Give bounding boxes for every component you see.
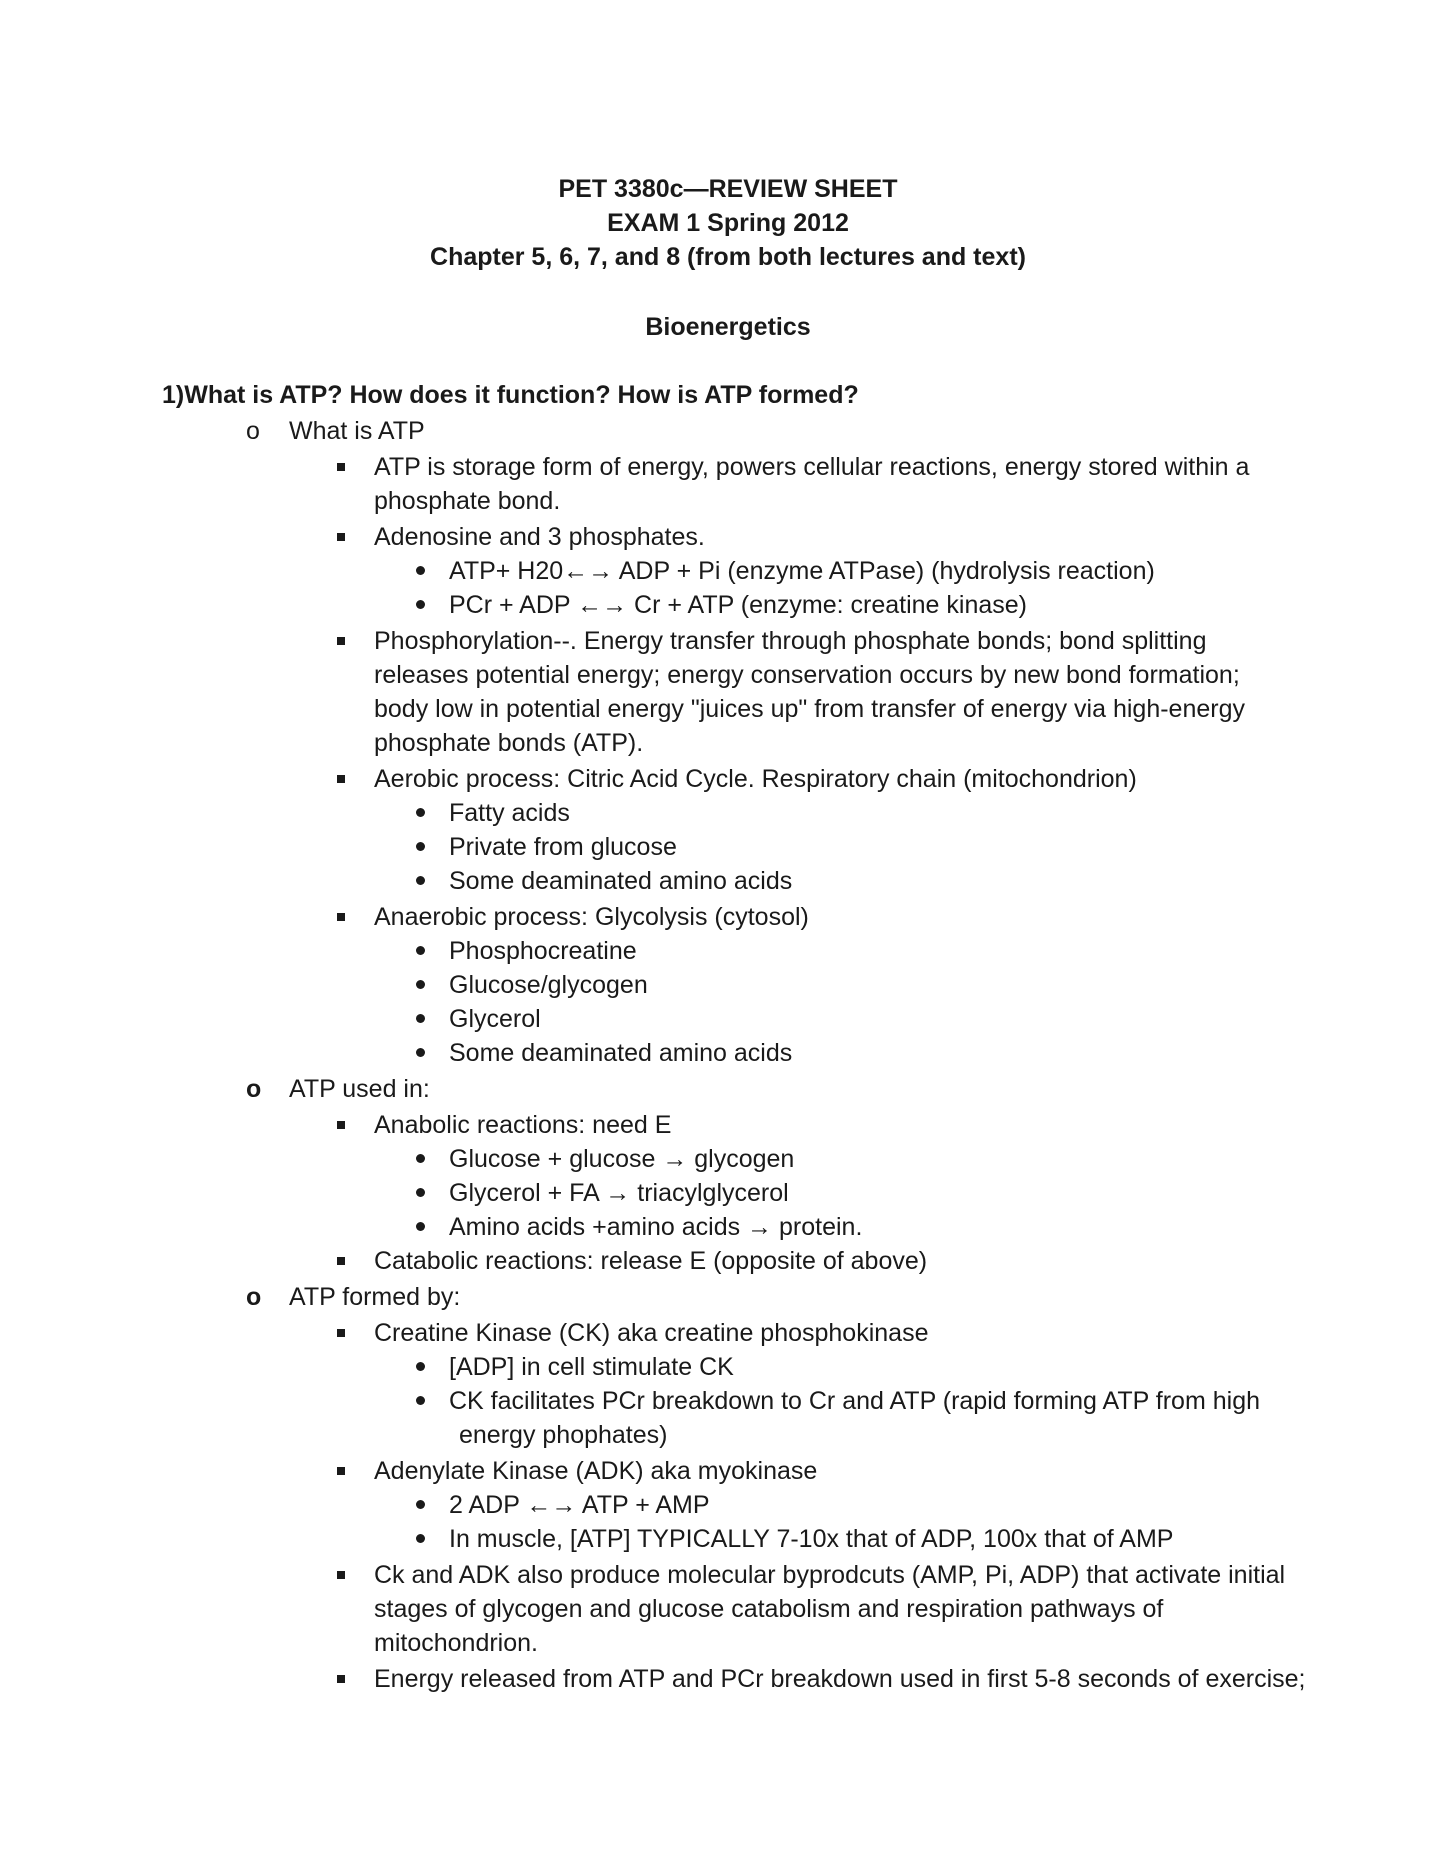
subheading-atp-formed-by: ATP formed by: [289,1283,461,1311]
square-bullet [337,1121,345,1129]
square-bullet [337,1675,345,1683]
subheading-atp-used-in: ATP used in: [289,1075,430,1103]
list-item: PCr + ADP ←→ Cr + ATP (enzyme: creatine kinase) [449,591,1027,619]
list-item: Fatty acids [449,799,570,827]
round-bullet [416,600,425,609]
list-item: Anabolic reactions: need E [374,1111,672,1139]
subheading-what-is-atp: What is ATP [289,417,425,445]
square-bullet [337,1467,345,1475]
outline-marker: o [246,417,260,445]
square-bullet [337,913,345,921]
round-bullet [416,808,425,817]
outline-marker: o [246,1283,262,1311]
round-bullet [416,1362,425,1371]
doc-title: PET 3380c—REVIEW SHEET [558,175,898,203]
round-bullet [416,946,425,955]
list-item: Amino acids +amino acids → protein. [449,1213,863,1241]
list-item: ATP+ H20←→ ADP + Pi (enzyme ATPase) (hydrolysis reaction) [449,557,1155,585]
list-item: Ck and ADK also produce molecular byprodcuts (AMP, Pi, ADP) that activate initial [374,1561,1286,1589]
square-bullet [337,775,345,783]
round-bullet [416,1014,425,1023]
list-item: Aerobic process: Citric Acid Cycle. Respiratory chain (mitochondrion) [374,765,1137,793]
list-item: Glycerol + FA → triacylglycerol [449,1179,789,1207]
question-heading: 1)What is ATP? How does it function? How is ATP formed? [162,381,859,409]
square-bullet [337,463,345,471]
list-item: Glucose/glycogen [449,971,648,999]
list-item: Anaerobic process: Glycolysis (cytosol) [374,903,809,931]
list-item: Adenylate Kinase (ADK) aka myokinase [374,1457,818,1485]
chapters-subtitle: Chapter 5, 6, 7, and 8 (from both lectures and text) [430,243,1026,271]
list-item: Adenosine and 3 phosphates. [374,523,705,551]
round-bullet [416,1188,425,1197]
list-item: Phosphocreatine [449,937,637,965]
square-bullet [337,637,345,645]
list-item-continuation: body low in potential energy "juices up" from transfer of energy via high-energy [374,695,1245,723]
round-bullet [416,1534,425,1543]
list-item: Creatine Kinase (CK) aka creatine phosphokinase [374,1319,929,1347]
list-item: ATP is storage form of energy, powers cellular reactions, energy stored within a [374,453,1250,481]
list-item: CK facilitates PCr breakdown to Cr and ATP (rapid forming ATP from high [449,1387,1260,1415]
round-bullet [416,1048,425,1057]
round-bullet [416,842,425,851]
square-bullet [337,1257,345,1265]
square-bullet [337,1329,345,1337]
list-item-continuation: stages of glycogen and glucose catabolism and respiration pathways of [374,1595,1164,1623]
list-item-continuation: phosphate bonds (ATP). [374,729,644,757]
round-bullet [416,1154,425,1163]
list-item: Phosphorylation--. Energy transfer through phosphate bonds; bond splitting [374,627,1207,655]
round-bullet [416,1222,425,1231]
list-item-continuation: releases potential energy; energy conservation occurs by new bond formation; [374,661,1240,689]
round-bullet [416,566,425,575]
exam-subtitle: EXAM 1 Spring 2012 [607,209,849,237]
square-bullet [337,1571,345,1579]
list-item-continuation: energy phophates) [459,1421,668,1449]
section-heading: Bioenergetics [645,313,811,341]
list-item: Glucose + glucose → glycogen [449,1145,795,1173]
round-bullet [416,980,425,989]
list-item: Some deaminated amino acids [449,1039,793,1067]
list-item: In muscle, [ATP] TYPICALLY 7-10x that of ADP, 100x that of AMP [449,1525,1174,1553]
round-bullet [416,1396,425,1405]
list-item: [ADP] in cell stimulate CK [449,1353,734,1381]
outline-marker: o [246,1075,262,1103]
round-bullet [416,1500,425,1509]
list-item: Catabolic reactions: release E (opposite of above) [374,1247,928,1275]
list-item: Private from glucose [449,833,677,861]
list-item: Some deaminated amino acids [449,867,793,895]
list-item-continuation: phosphate bond. [374,487,561,515]
round-bullet [416,876,425,885]
list-item-continuation: mitochondrion. [374,1629,538,1657]
list-item: Glycerol [449,1005,541,1033]
square-bullet [337,533,345,541]
list-item: Energy released from ATP and PCr breakdown used in first 5-8 seconds of exercise; [374,1665,1306,1693]
list-item: 2 ADP ←→ ATP + AMP [449,1491,710,1519]
